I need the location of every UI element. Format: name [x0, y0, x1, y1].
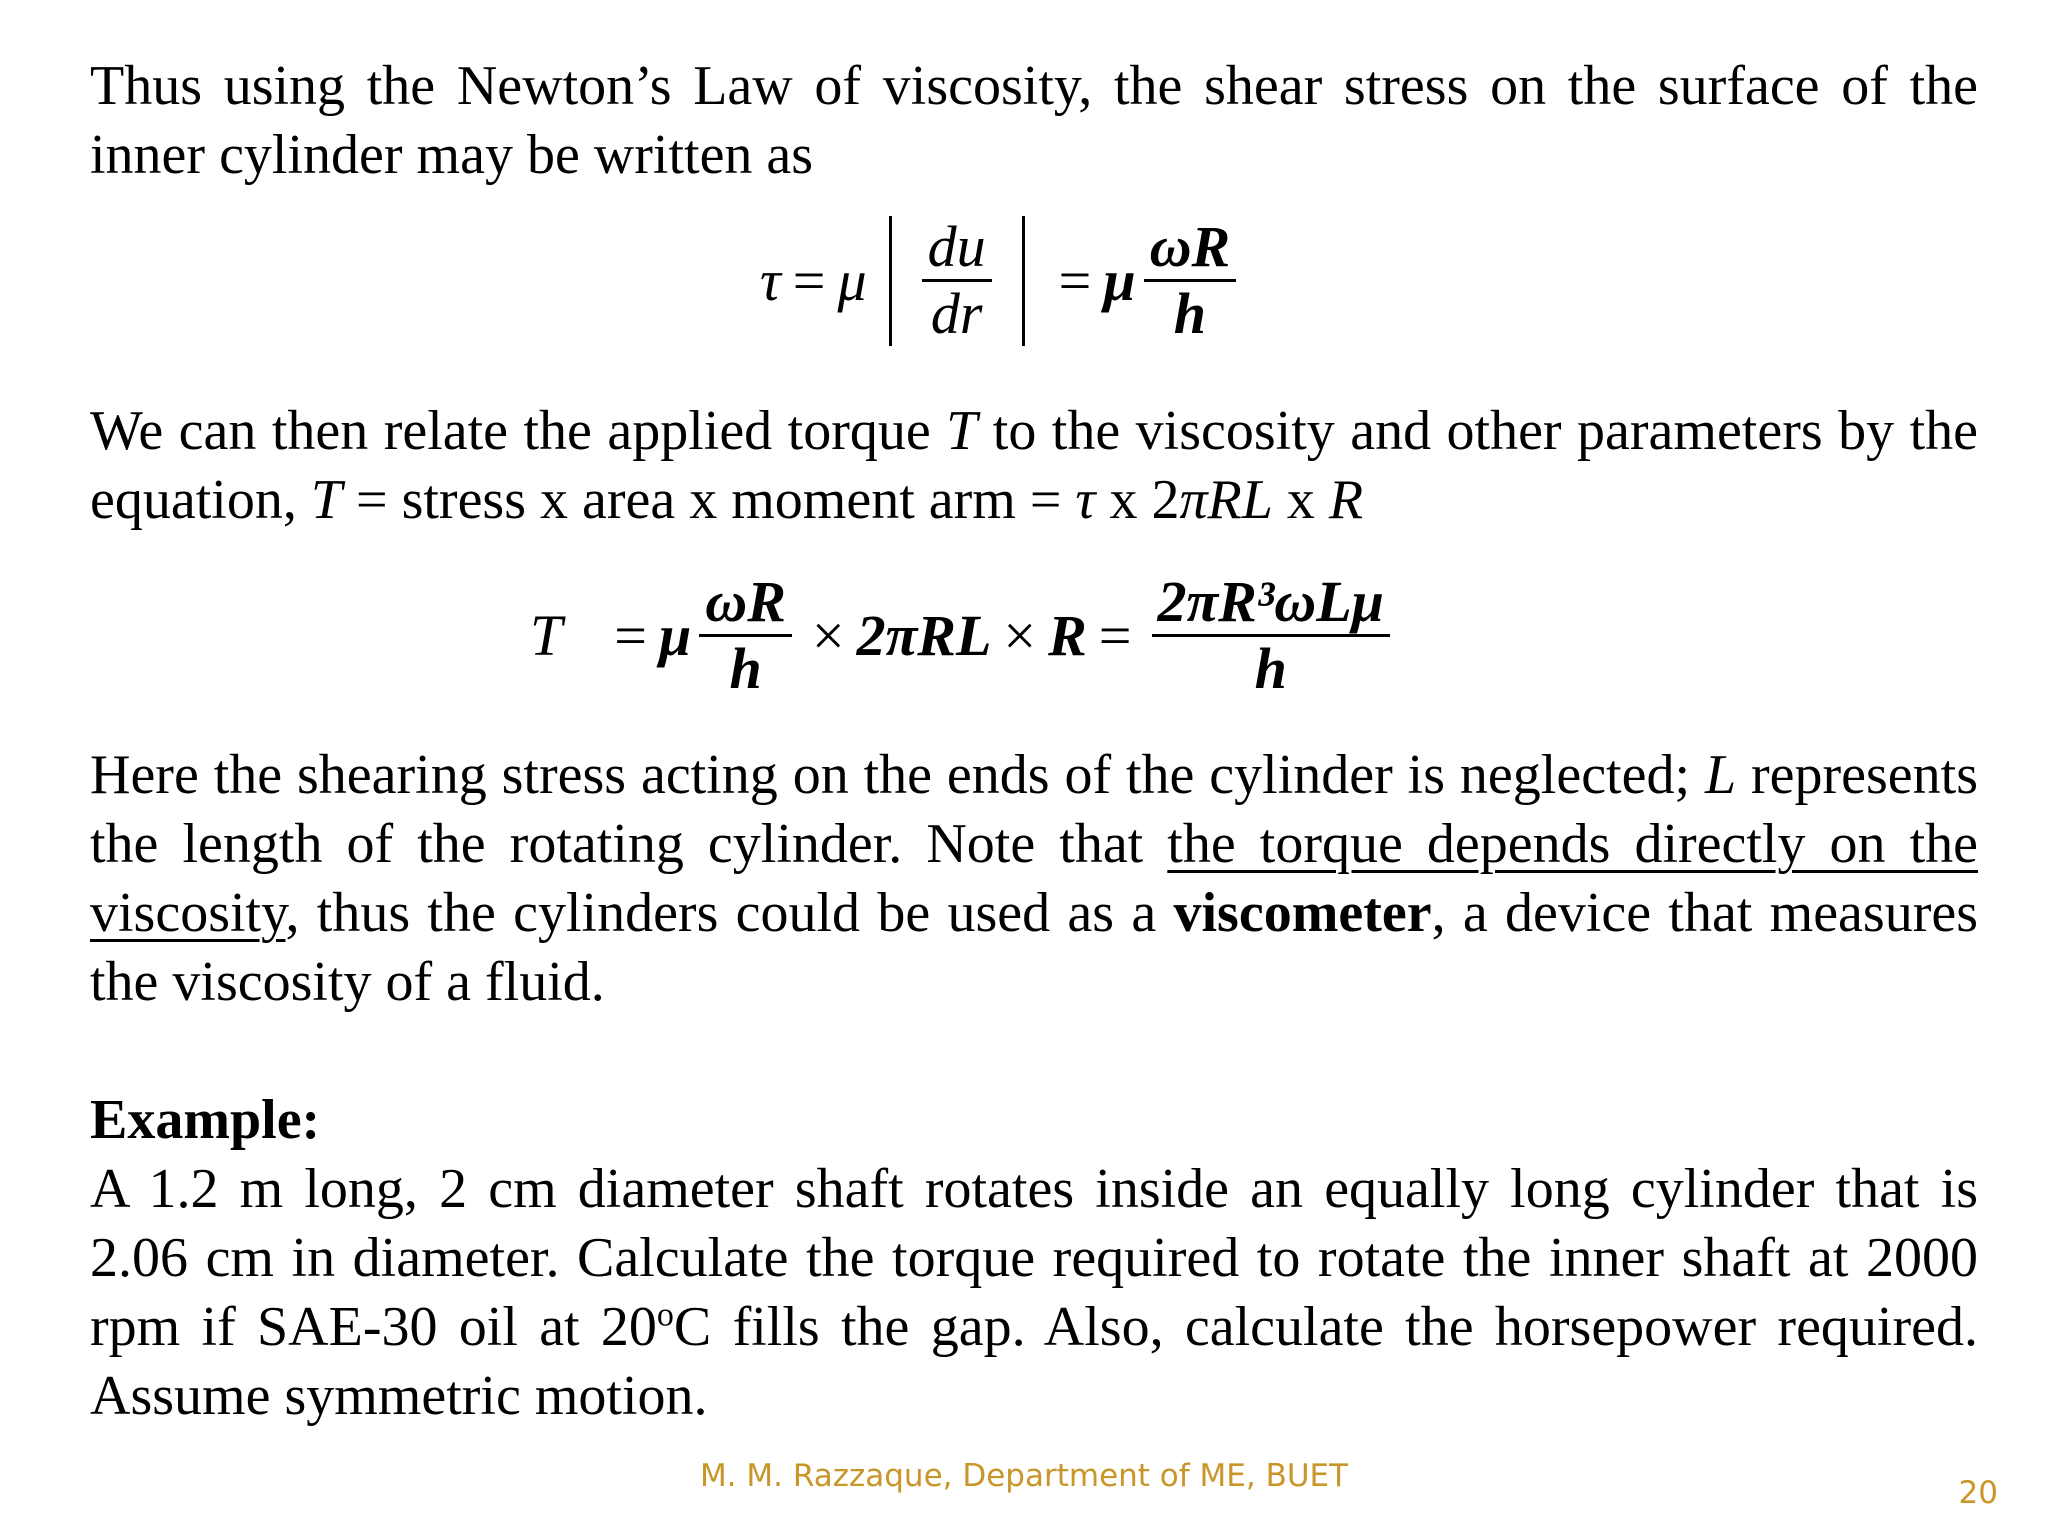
shear-stress-equation: [760, 215, 1244, 346]
torque-R: R: [1328, 469, 1364, 531]
eq1-tau: τ: [760, 248, 781, 313]
eq1-du: du: [922, 215, 992, 282]
torque-equation: [530, 570, 1398, 701]
note-underlined-text: the torque depends directly on the viscosity: [90, 813, 1979, 944]
eq1-h: h: [1173, 281, 1207, 346]
eq2-times-b: ×: [1003, 603, 1037, 668]
intro-text: Thus using the Newton’s Law of viscosity, the shear stress on the surface of the inner cylinder may be written as: [90, 55, 1978, 186]
torque-text-2: to the viscosity and other parameters by the equation,: [90, 400, 1978, 531]
eq2-result-numerator: 2πR³ωLμ: [1152, 570, 1390, 637]
eq1-equals-a: =: [792, 248, 826, 313]
example-degree-sup: o: [656, 1296, 674, 1334]
omega-r-over-h-fraction: [1144, 215, 1237, 346]
torque-text-3: = stress x area x moment arm =: [341, 469, 1076, 531]
torque-paragraph: [90, 397, 1978, 535]
note-text-4: , a device that measures the viscosity of a fluid.: [90, 882, 1978, 1013]
abs-bar-right: [1022, 216, 1025, 346]
eq2-result-fraction: [1152, 570, 1390, 701]
eq2-omega-r-fraction: [699, 570, 792, 701]
example-heading: [90, 1086, 1978, 1155]
abs-bar-left: [889, 216, 892, 346]
velocity-gradient-fraction: [922, 215, 992, 346]
torque-T1: T: [946, 400, 978, 462]
torque-text-1: We can then relate the applied torque: [90, 400, 947, 462]
torque-T2: T: [310, 469, 342, 531]
eq2-2piRL: 2πRL: [856, 603, 992, 668]
torque-piRL: πRL: [1179, 469, 1273, 531]
page-number: 20: [1958, 1475, 1998, 1511]
eq1-equals-b: =: [1058, 248, 1092, 313]
eq1-omega-r: ωR: [1144, 215, 1237, 282]
torque-text-5: x: [1272, 469, 1329, 531]
eq2-h-a: h: [729, 636, 762, 701]
eq2-equals-a: =: [614, 603, 647, 668]
note-paragraph: [90, 741, 1978, 1017]
eq1-mu-b: μ: [1103, 248, 1136, 313]
note-text-3: , thus the cylinders could be used as a: [285, 882, 1174, 944]
eq2-equals-b: =: [1098, 603, 1132, 668]
torque-tau: τ: [1075, 469, 1096, 531]
note-text-1: Here the shearing stress acting on the ends of the cylinder is neglected;: [90, 744, 1705, 806]
eq2-R: R: [1048, 603, 1087, 668]
eq2-omega-r: ωR: [699, 570, 792, 637]
footer-author: M. M. Razzaque, Department of ME, BUET: [699, 1458, 1349, 1494]
note-L: L: [1704, 744, 1737, 806]
note-viscometer: viscometer: [1173, 882, 1432, 944]
example-heading-text: Example:: [90, 1089, 321, 1151]
eq2-times-a: ×: [811, 603, 845, 668]
intro-paragraph: [90, 52, 1978, 190]
eq1-dr: dr: [930, 281, 983, 346]
eq2-h-b: h: [1254, 636, 1287, 701]
example-paragraph: [90, 1155, 1978, 1431]
eq1-mu-a: μ: [837, 248, 867, 313]
note-text-2: represents the length of the rotating cylinder. Note that: [90, 744, 1978, 875]
torque-text-4: x 2: [1095, 469, 1180, 531]
example-text-2: C fills the gap. Also, calculate the horsepower required. Assume symmetric motion.: [90, 1296, 1978, 1427]
example-text-1: A 1.2 m long, 2 cm diameter shaft rotates inside an equally long cylinder that is 2.06 cm in diameter. Calculate the torque required to rotate the inner shaft at 2000 rpm if SAE-30 oil at 20: [90, 1158, 1978, 1358]
eq2-T: T: [530, 603, 563, 668]
eq2-mu: μ: [658, 603, 692, 668]
